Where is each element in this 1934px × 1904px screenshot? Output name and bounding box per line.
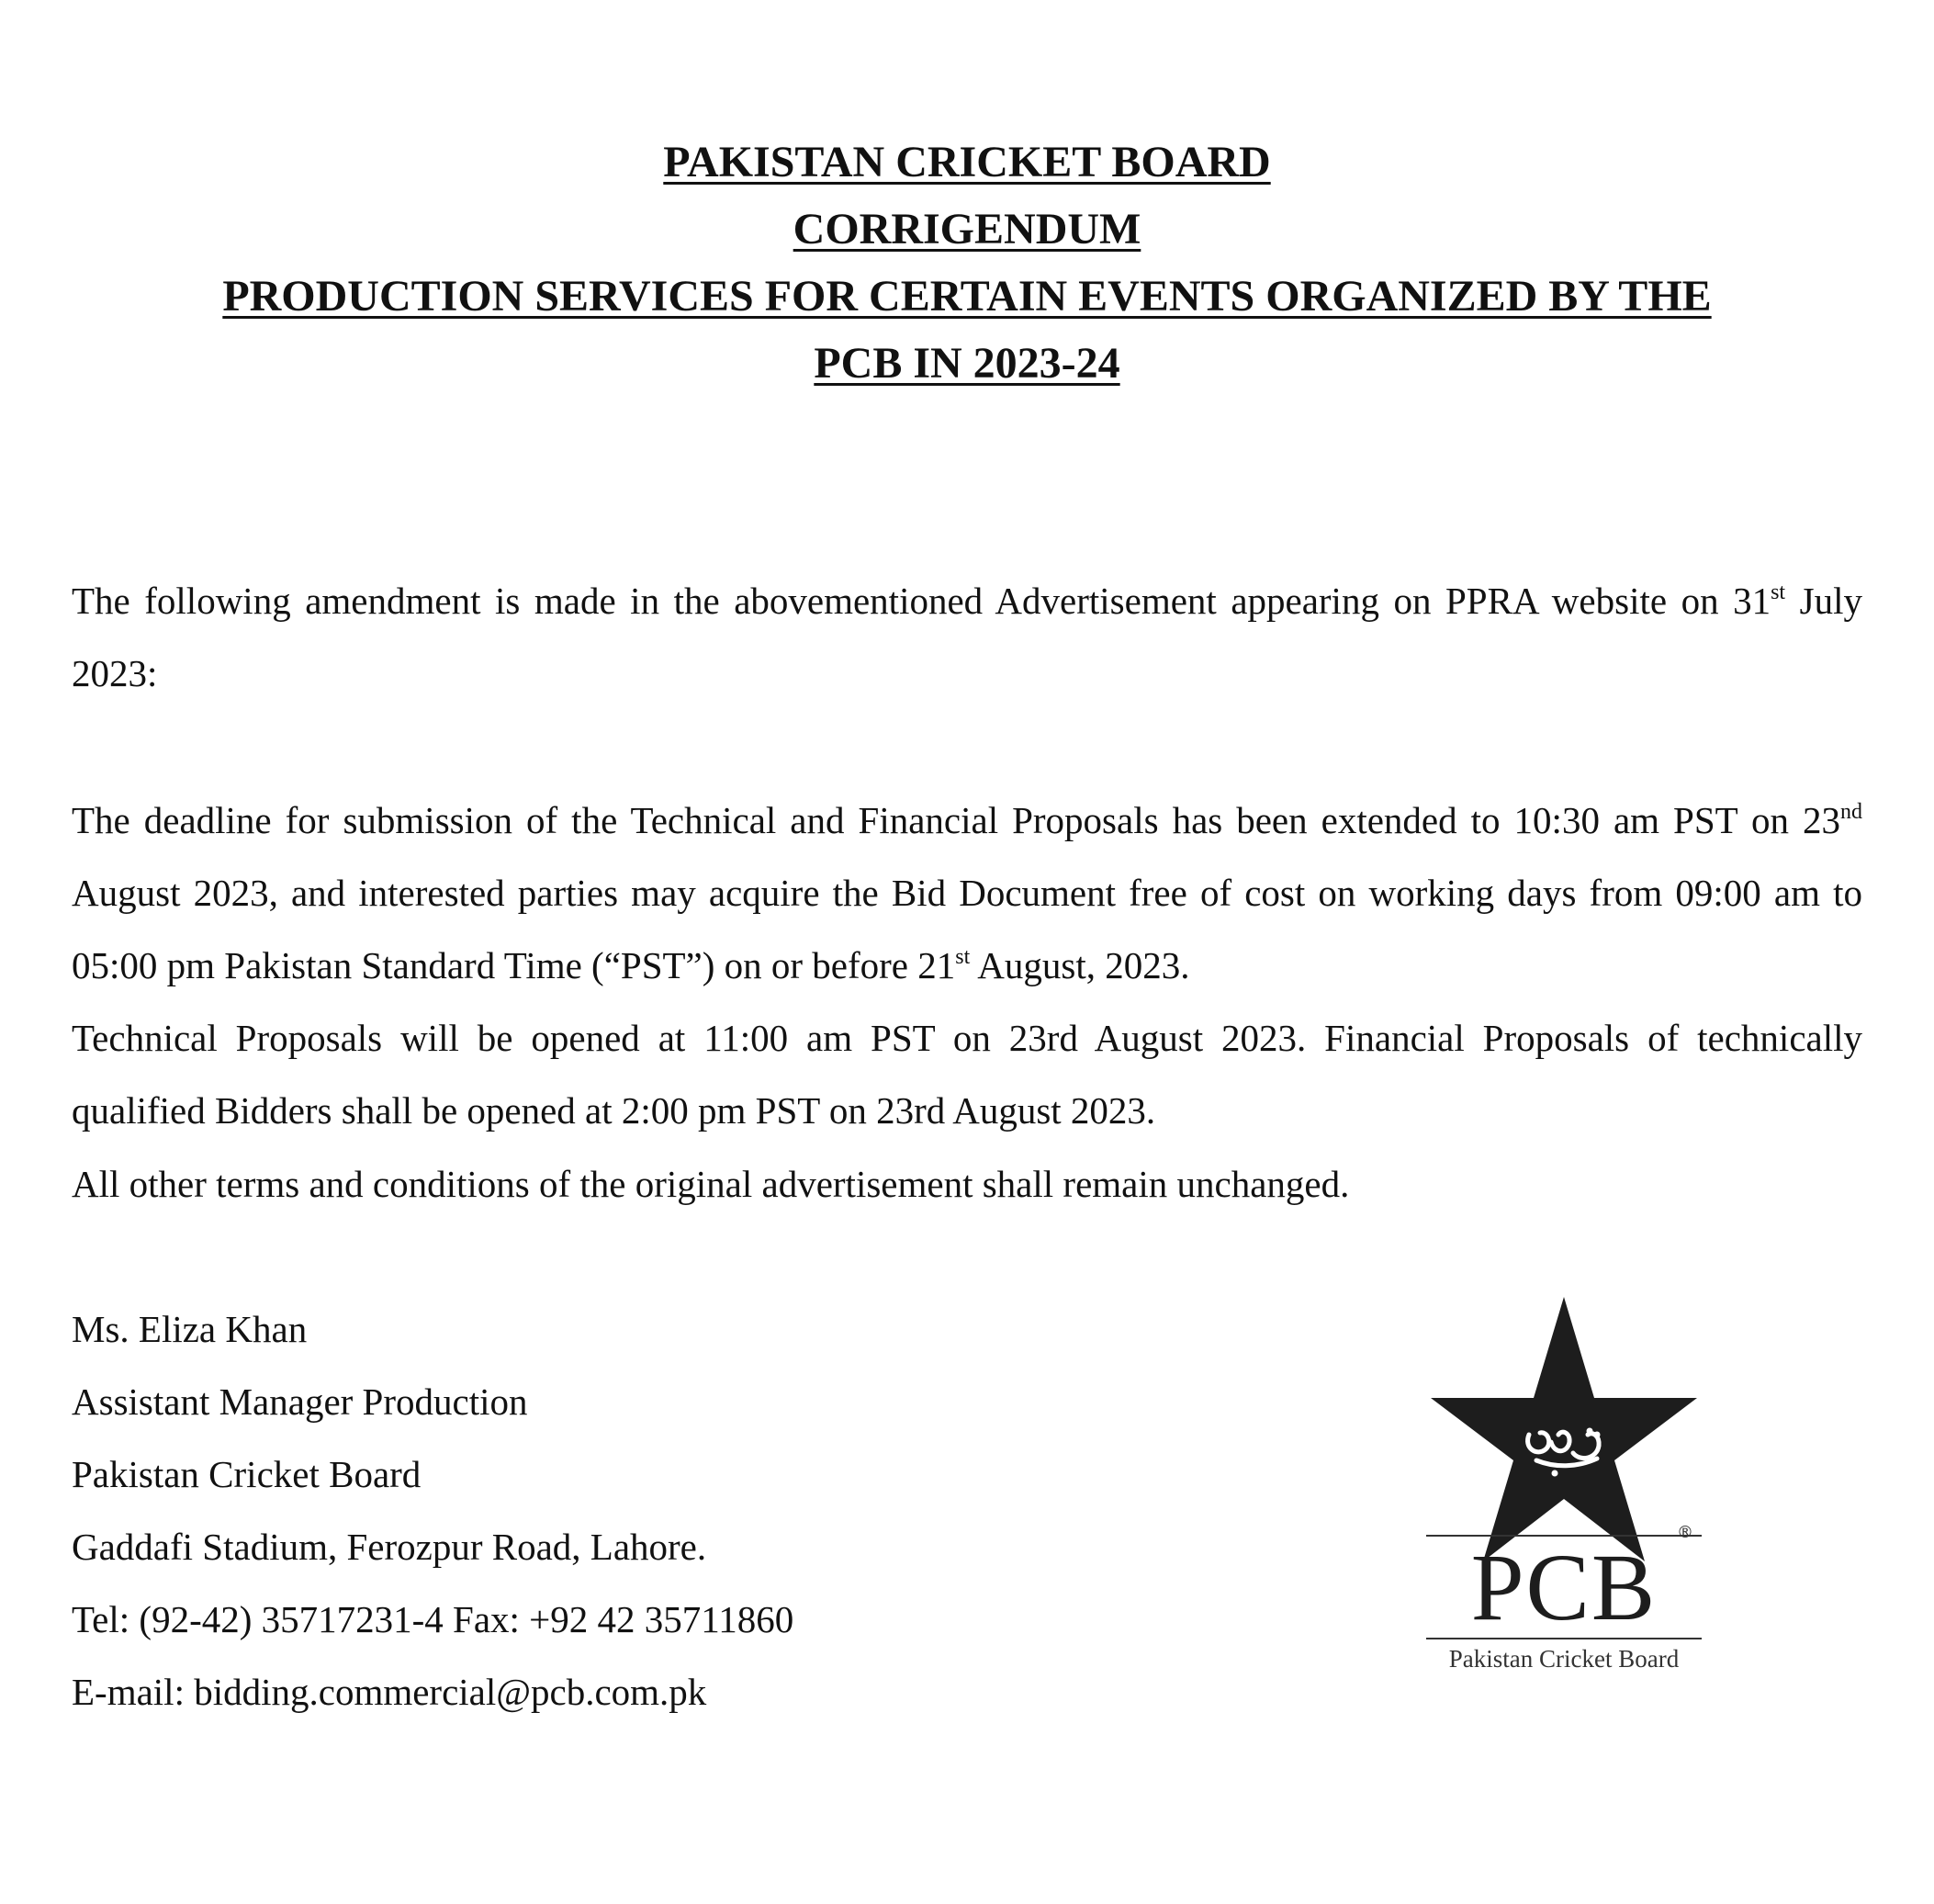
amendment-text: The following amendment is made in the abovementioned Advertisement appearing on PPRA website on 31: [72, 580, 1771, 622]
deadline-part-2: August 2023, and interested parties may acquire the Bid Document free of cost on working days from 09:00 am to 05:00 pm Pakistan Standard Time (“PST”) on or before 21: [72, 872, 1862, 986]
deadline-part-1: The deadline for submission of the Technical and Financial Proposals has been extended to 10:30 am PST on 23: [72, 799, 1840, 841]
heading-subject-line-2: [0, 330, 1934, 397]
heading-subject-line: [0, 263, 1934, 330]
star-icon: [1431, 1297, 1697, 1561]
registered-mark: ®: [1677, 1523, 1693, 1542]
deadline-part-3: August, 2023.: [970, 944, 1190, 986]
signatory-email: E-mail: bidding.commercial@pcb.com.pk: [72, 1671, 707, 1713]
logo-caption: Pakistan Cricket Board: [1448, 1645, 1680, 1673]
amendment-sup: st: [1771, 580, 1786, 604]
heading-org-line: [0, 129, 1934, 196]
heading-org: PAKISTAN CRICKET BOARD: [663, 138, 1271, 186]
deadline-sup-2: st: [955, 945, 971, 969]
signatory-name: Ms. Eliza Khan: [72, 1308, 308, 1350]
signatory-phone: Tel: (92-42) 35717231-4 Fax: +92 42 35711860: [72, 1598, 794, 1640]
signatory-title: Assistant Manager Production: [72, 1380, 528, 1423]
unchanged-paragraph: [72, 1148, 1862, 1221]
heading-subject-2: PCB IN 2023-24: [814, 339, 1120, 388]
deadline-sup-1: nd: [1840, 800, 1862, 824]
logo-wordmark: PCB: [1470, 1535, 1658, 1640]
signatory-organization: Pakistan Cricket Board: [72, 1453, 422, 1495]
signature-block: [72, 1293, 793, 1729]
amendment-text-after: July 2023:: [72, 580, 1862, 694]
heading-subject: PRODUCTION SERVICES FOR CERTAIN EVENTS ORGANIZED BY THE: [222, 272, 1712, 321]
document-heading: [0, 129, 1934, 397]
unchanged-text: All other terms and conditions of the original advertisement shall remain unchanged.: [72, 1163, 1350, 1205]
deadline-paragraph: [72, 784, 1862, 1002]
signatory-address: Gaddafi Stadium, Ferozpur Road, Lahore.: [72, 1526, 707, 1568]
heading-type-line: [0, 196, 1934, 263]
amendment-paragraph: [72, 565, 1862, 710]
pcb-logo: [1426, 1297, 1702, 1683]
opening-text: Technical Proposals will be opened at 11:00 am PST on 23rd August 2023. Financial Proposals of technically qualified Bidders shall be opened at 2:00 pm PST on 23rd August 2023.: [72, 1017, 1862, 1132]
heading-type: CORRIGENDUM: [793, 205, 1141, 253]
opening-paragraph: [72, 1002, 1862, 1147]
